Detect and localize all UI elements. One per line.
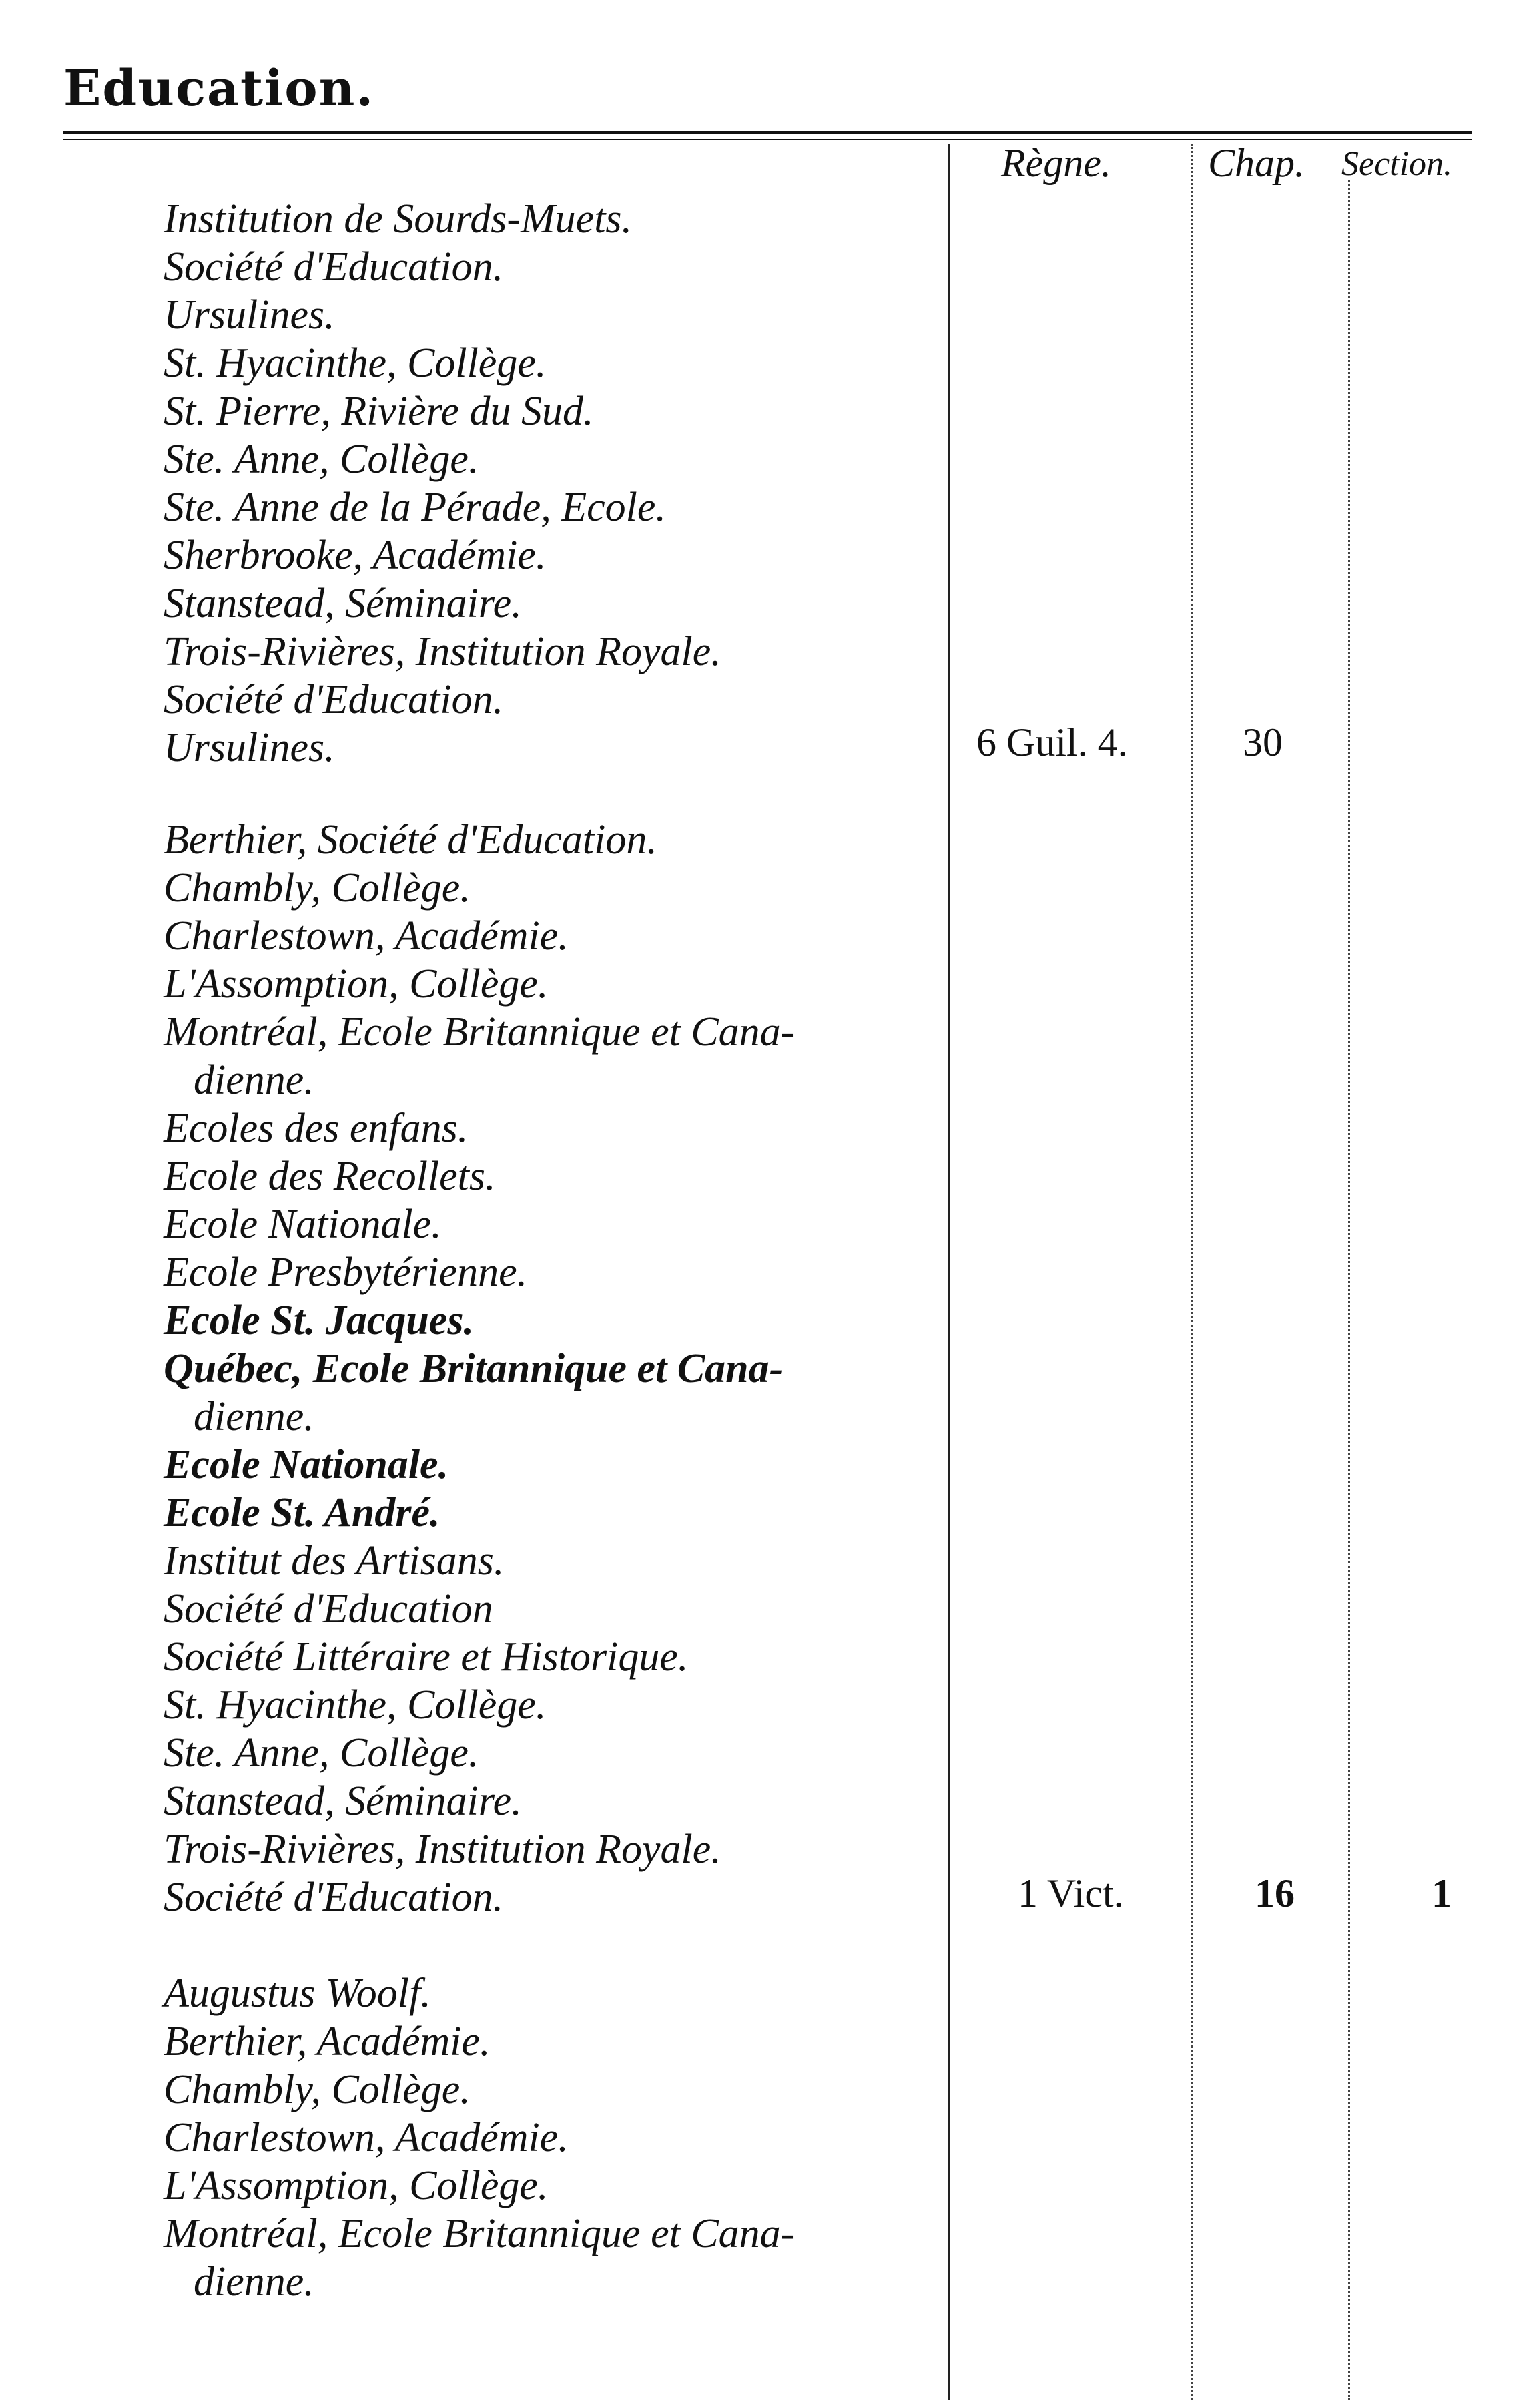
list-item: Institut des Artisans. bbox=[164, 1538, 505, 1584]
list-item: Trois-Rivières, Institution Royale. bbox=[164, 1827, 721, 1872]
column-divider-main bbox=[948, 144, 950, 2400]
list-item: Ecole des Recollets. bbox=[164, 1154, 496, 1199]
list-item: Montréal, Ecole Britannique et Cana- bbox=[164, 1009, 795, 1055]
list-item: Société Littéraire et Historique. bbox=[164, 1634, 689, 1680]
list-item: Ursulines. bbox=[164, 725, 335, 770]
list-item: Stanstead, Séminaire. bbox=[164, 581, 522, 626]
list-item: L'Assomption, Collège. bbox=[164, 2163, 549, 2208]
list-item: Charlestown, Académie. bbox=[164, 913, 569, 959]
list-item: Ecole Presbytérienne. bbox=[164, 1250, 528, 1295]
list-item: Ecole St. André. bbox=[164, 1490, 440, 1535]
chap-value: 30 bbox=[1243, 720, 1283, 764]
list-item: St. Hyacinthe, Collège. bbox=[164, 1682, 547, 1728]
column-header-section: Section. bbox=[1341, 145, 1453, 183]
list-item: Ecole Nationale. bbox=[164, 1442, 449, 1487]
column-header-chap: Chap. bbox=[1208, 141, 1305, 185]
list-item: Ste. Anne, Collège. bbox=[164, 1730, 479, 1776]
list-item: St. Pierre, Rivière du Sud. bbox=[164, 389, 594, 434]
regne-value: 6 Guil. 4. bbox=[976, 720, 1128, 764]
section-value: 1 bbox=[1432, 1871, 1452, 1915]
column-divider-chap bbox=[1191, 144, 1193, 2400]
list-item: Stanstead, Séminaire. bbox=[164, 1778, 522, 1824]
list-item: Ste. Anne de la Pérade, Ecole. bbox=[164, 485, 666, 530]
list-item: Charlestown, Académie. bbox=[164, 2115, 569, 2160]
header-rule-bottom bbox=[63, 139, 1472, 140]
list-item: Société d'Education. bbox=[164, 244, 504, 290]
list-item: Chambly, Collège. bbox=[164, 2067, 471, 2112]
list-item: Société d'Education bbox=[164, 1586, 493, 1632]
list-item: Chambly, Collège. bbox=[164, 865, 471, 911]
list-item: Ecoles des enfans. bbox=[164, 1106, 469, 1151]
column-header-regne: Règne. bbox=[1001, 141, 1111, 185]
list-item: Société d'Education. bbox=[164, 677, 504, 722]
list-item: dienne. bbox=[194, 1394, 314, 1439]
list-item: Berthier, Société d'Education. bbox=[164, 817, 657, 863]
list-item: Ste. Anne, Collège. bbox=[164, 437, 479, 482]
list-item: St. Hyacinthe, Collège. bbox=[164, 340, 547, 386]
column-divider-section bbox=[1348, 180, 1350, 2400]
list-item: Ecole St. Jacques. bbox=[164, 1298, 474, 1343]
list-item: dienne. bbox=[194, 2259, 314, 2305]
regne-value: 1 Vict. bbox=[1018, 1871, 1124, 1915]
list-item: Ursulines. bbox=[164, 292, 335, 338]
list-item: Montréal, Ecole Britannique et Cana- bbox=[164, 2211, 795, 2256]
list-item: Trois-Rivières, Institution Royale. bbox=[164, 629, 721, 674]
list-item: Institution de Sourds-Muets. bbox=[164, 196, 633, 242]
list-item: Ecole Nationale. bbox=[164, 1202, 442, 1247]
chap-value: 16 bbox=[1255, 1871, 1295, 1915]
list-item: Société d'Education. bbox=[164, 1875, 504, 1920]
section-heading: Education. bbox=[63, 60, 375, 117]
list-item: Augustus Woolf. bbox=[164, 1971, 431, 2016]
header-rule-top bbox=[63, 131, 1472, 134]
list-item: Québec, Ecole Britannique et Cana- bbox=[164, 1346, 784, 1391]
list-item: Berthier, Académie. bbox=[164, 2019, 491, 2064]
list-item: L'Assomption, Collège. bbox=[164, 961, 549, 1007]
list-item: dienne. bbox=[194, 1057, 314, 1103]
list-item: Sherbrooke, Académie. bbox=[164, 533, 547, 578]
